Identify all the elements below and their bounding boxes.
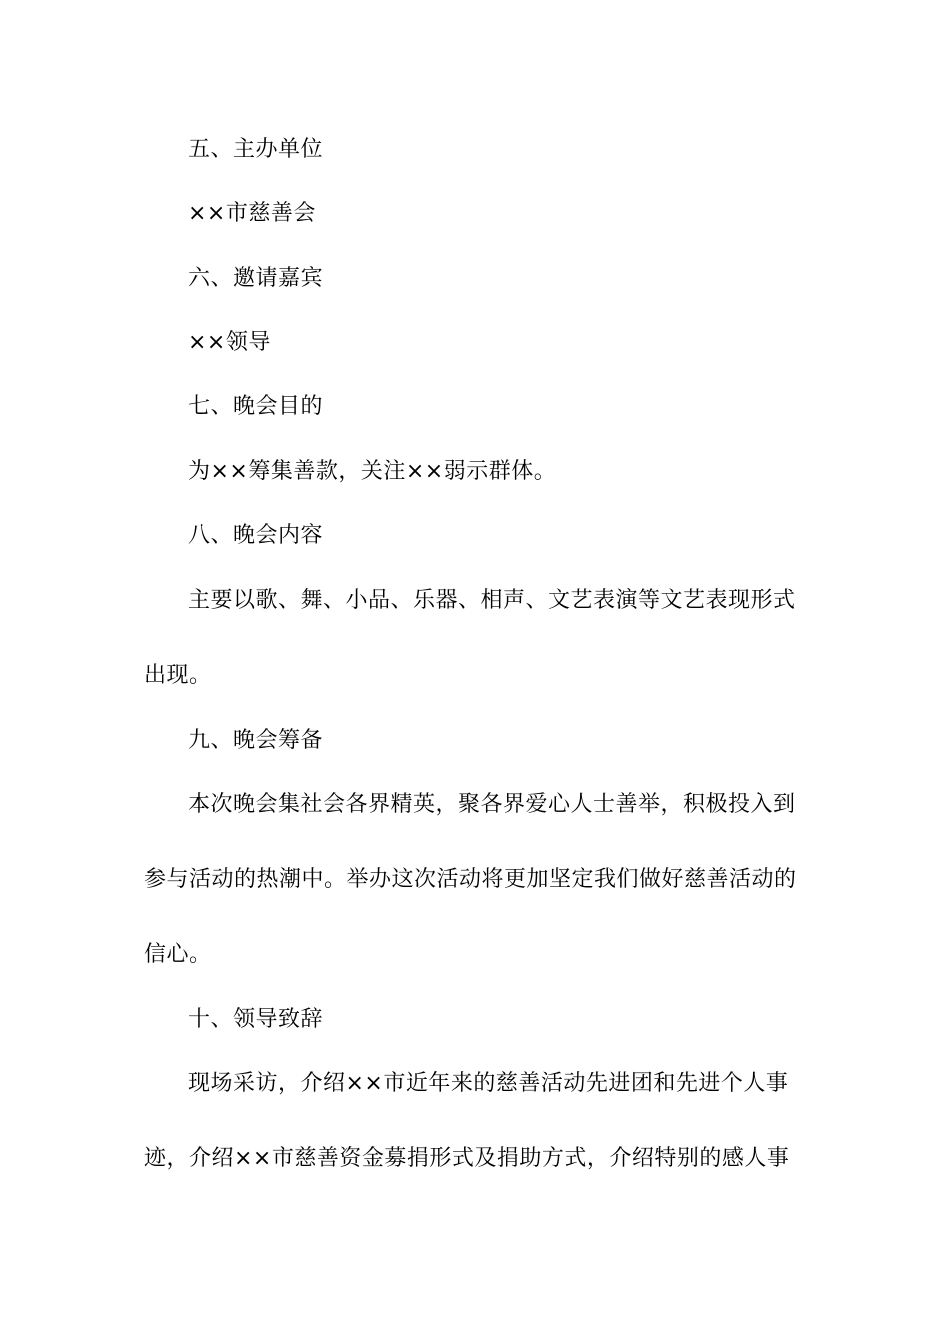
speech-paragraph-line-2: 迹，介绍××市慈善资金募捐形式及捐助方式，介绍特别的感人事 <box>144 1146 790 1171</box>
content-paragraph-line-1: 主要以歌、舞、小品、乐器、相声、文艺表演等文艺表现形式 <box>188 588 796 613</box>
section-heading-content: 八、晚会内容 <box>188 523 324 548</box>
content-paragraph-line-2: 出现。 <box>144 663 212 688</box>
speech-paragraph-line-1: 现场采访，介绍××市近年来的慈善活动先进团和先进个人事 <box>188 1071 789 1096</box>
preparation-paragraph-line-2: 参与活动的热潮中。举办这次活动将更加坚定我们做好慈善活动的 <box>144 867 797 892</box>
preparation-paragraph-line-3: 信心。 <box>144 942 212 967</box>
section-heading-preparation: 九、晚会筹备 <box>188 728 324 753</box>
section-heading-organizer: 五、主办单位 <box>188 137 324 162</box>
section-heading-guests: 六、邀请嘉宾 <box>188 266 324 291</box>
section-heading-purpose: 七、晚会目的 <box>188 394 324 419</box>
organizer-text: ××市慈善会 <box>188 201 316 226</box>
purpose-text: 为××筹集善款，关注××弱示群体。 <box>188 459 557 484</box>
guests-text: ××领导 <box>188 330 271 355</box>
section-heading-speech: 十、领导致辞 <box>188 1007 324 1032</box>
preparation-paragraph-line-1: 本次晚会集社会各界精英，聚各界爱心人士善举，积极投入到 <box>188 792 796 817</box>
